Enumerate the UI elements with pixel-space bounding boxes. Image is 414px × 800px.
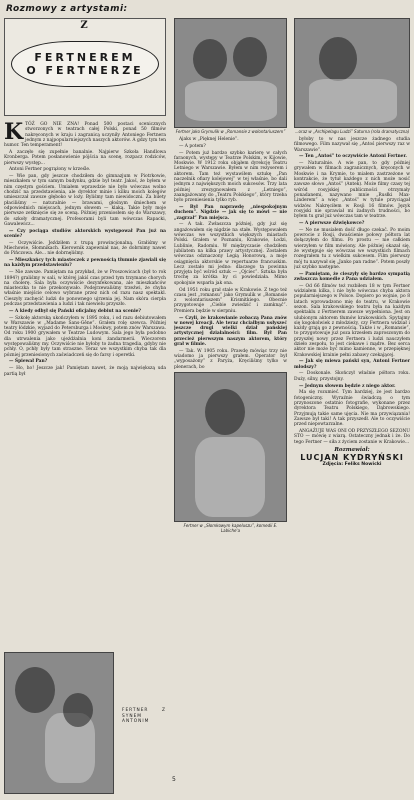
title-line-1: FERTNEREM [34, 51, 136, 64]
lead-text: TÓŻ GO NIE ZNA! Ponad 500 postaci scenicznych stworzonych w teatrach całej Polski, ponad 50 filmów nakręconych w kraju i zagranicą uczyniły Antoniego Fertnera jednym z najpopularniejszych naszych aktorów. A gdzy tym ten humor. Ten temperament! [4, 122, 166, 149]
interview-question: — Ten „Antoś” to oczywiście Antoni Fertner. [299, 154, 407, 160]
photo-grymulik [174, 18, 287, 128]
interview-question: — Pamiętam, że cieszyły się bardzo sympatią zwłaszcza komedie z Pana udziałem. [294, 271, 410, 282]
page-number: 5 [172, 776, 176, 783]
interview-question: — Śpiewał Pan? [9, 359, 48, 365]
column-middle [174, 18, 287, 796]
photo-archipelag [294, 18, 410, 128]
lead-paragraph [4, 119, 166, 149]
interview-question: — A kiedy odbył się Pański oficjalny debiut na scenie? [9, 308, 141, 314]
photo-figure [195, 437, 265, 517]
paragraph: byłoby to w nas jeszcze żadnego studia filmowego. Film nazywał się „Antoś pierwszy raz w Warszawie”. [294, 137, 410, 153]
closing-paragraph: ANGAŻUJE WAS ONI OD PRZYSZŁEGO SEZONU STO — mówię z wiarą. Ostateczny jednak i że. Do tego Fertner — siła z życiem zostanie w Krakowie... [294, 428, 410, 445]
photo-figure [193, 39, 227, 79]
photo-figure [15, 667, 55, 713]
byline-author: LUCJAN KYDRYŃSKI [300, 453, 404, 463]
photo-caption-kapelusz: Fertner w „Słomkowym kapeluszu”, komedii E. Labiche'a [183, 522, 278, 533]
title-prefix: Z [80, 20, 90, 31]
paragraph: — Wie pan, gdy jeszcze chodziłem do gimnazjum w Piotrkowie, mieszkałem w tym samym budynku, gdzie był teatr. Jakoś, że byłem w nim częstym gościem. Umiałem wprawdzie nie było wówczas wolno chodzić na przedstawienia, ale dyrektor minie i kilku moich kolegów umieszczał zawsze głęboko w loży. Byliśmy tam niewidoczni. Za bilety płaciliśmy — naturalnie — brawami, głośnym śmiechem w odpowiednich miejscach, jednym słowem — klaką. Takie były moje pierwsze zetknięcie się ze sceną. Później przeniosłem się do Warszawy, do szkoły dramatycznej. Profesorami byli tam wówczas Rapacki, Gawalewicz... [4, 174, 166, 227]
byline-role: Rozmawiał: [334, 446, 370, 453]
photo-figure [233, 37, 267, 77]
title-line-2: O FERTNERZE [26, 64, 144, 77]
paragraph: — Od 66 filmów też rozbiłem 18 w tym Fertner widziałem kilka, i nie było wówczas chyba aktora popularniejszego w Polsce. Dopiero po wojnie, po 8 latach wprowadzono mię do teatru, w Krakowie sezon. Sala krakowskiego teatru była na każdym spektaklu z Fertnerem zawsze wypełniona. Jest on ulubionym aktorem tłumów krakowskich. Spytajmy się kogokolwiek z młodzieży, czy Fertnera widział i każdy grają go z pewnością. Także i w „Romansie”, to przygotowuje już poza krzesłem zaproszonym do przyszłej nowy przez Fertnera i ludzi nauczyłem dzieło zespołu, to jest ciekawe i mądre. Bez serca aktor nie może być mimo kamienne, w przepięknej Krakowskiej krainie pełni zabawy czekającej. [294, 283, 410, 358]
paragraph: A zaczęło się zupełnie banalnie. Najpierw Szkoła Handlowa Kronberga. Potem posłanowienie pójścia na scenę, rozpacz rodziców, pierwszy występ... [4, 149, 166, 166]
byline [294, 448, 410, 468]
photo-figure [63, 693, 93, 727]
interview-answer: — Ho, ho! Jeszcze jak! Pamiętam nawet, że moją największą uda partią był [4, 366, 166, 377]
paragraph: Od 1951 roku grał stale w Krakowie. Z tego też czasu jest „romansu” jako Grymulik w „Romansie z wolontariuszem” Krismitkiego. Obecnie przygotowuje „Ciebie zwiedzić i zamknąć”. Premiera będzie w sierpniu. [174, 287, 287, 314]
paragraph: — Tak. W 1905 roku. Prawdę mówiąc trzy nie wiadomo ja pierwszy grałem. Operator był „wyposażony” z Paryża, Kręciliśmy tylko w plenerach, bo [174, 348, 287, 370]
interview-question: — Był Pan naprawdę „niespokojnym duchem”. Nigdzie — jak się to mówi — nie „zagrzał” Pan miejsca. [174, 205, 287, 221]
interview-question: — Jak się miewa pański syn, Antoni Fertner młodszy? [294, 359, 410, 370]
paragraph: — Ne ne musiałem dość długo czekać. Po moim powrocie z Rosji, dwaścienie połowy półtora lat dołączyłem do filmu. Po prostu — nie całkiem wierzyłem w film mówiony. Ale później okazał się, że występuje się wówczas we wszystkich filmach rozegrałem tu z wielkim sukcesem. Film pierwszy mój tu nazywał się „Janko pan radne”. Potem poszły już szybko następne. [294, 227, 410, 270]
photo-caption-son: FERTNER Z SYNEM ANTONIM [122, 708, 166, 724]
drop-cap: K [4, 119, 24, 145]
photo-fertner-with-son [4, 652, 114, 794]
photo-figure [205, 389, 245, 435]
paragraph: — Naturalnie. A wie pan, to gdy później grywałem w filmach zagranicznych, kręconych w Moskwie i na Krymie, to miałem zastrzeżone w kontrakcie, że tytuł każdego z nich może nosić zawsze słowo „Antoś” (Antek). Może filmy czasy tej wśród rosyjskiej publiczności otrzymały ponadanemi, nazywano mnie „Rusłki Max-Linderem” a więc „Antoś” w tytule przyciągał widzów. Nakręciłem w Rosji 16 filmów. Język rosyjski nie sprawiał mi żadnych trudności, bo byłem tu grał już wówczas tam w teatrze. [294, 161, 410, 220]
paragraph: — A potem? [179, 143, 206, 149]
photo-caption-grymulik: Fertner jako Grymulik w „Romansie z wolontariuszem” [175, 129, 286, 134]
interview-question: — A pierwsze dźwiękowce? [299, 220, 365, 226]
interview-question: — Czyli, że krakowianie zobaczą Pana znów w nowej kreacji. Ale teraz chciałbym usłyszeć jeszcze drugi wielki dział pańskiej artystycznej działalności: film. Był Pan przecież pierwszym naszym aktorem, który grał w filmie. [174, 315, 287, 347]
photo-credit: Zdjęcia: Feliks Nowicki [322, 462, 382, 468]
photo-figure [319, 37, 357, 81]
section-header: Rozmowy z artystami: [6, 4, 128, 14]
paragraph: — A tak. Zwłaszcza później, gdy już się angażowałem się nigdzie na stałe. Występowałem wówczas we wszystkich większych miastach Polski. Grałem w Poznaniu, Krakowie, Łodzi, Lublinie, Radomiu. W międzyczasie chodziłem jubilatem na kilka prawy artystycznej. Zostałem wówczas odznaczony Legią Honorową, a moje osiągnięcia aktorskie w repertuarze francuskim. Lecz zostało mi jedno: dlaczego ta powinna przyjęta być wśród sztuk — „Ojciec”. Sztuka była trochę za krótka by ci powiedziała. Mimo spokojnie wsparła jak ona. [174, 222, 287, 286]
interview-question: — Czy pociąga studiów aktorskich występował Pan już na scenie? [4, 228, 166, 239]
column-right [294, 18, 410, 796]
column-left [4, 18, 166, 796]
article-columns [4, 18, 410, 796]
interview-answer: — Doskonale. Skończył właśnie półtora roku. Duży, silny, przystojny. [294, 371, 410, 382]
interview-question: — Mieszkańcy tych miasteczek z pewnością tłumnie zjawiali się na każdym przedstawieniu? [4, 258, 166, 269]
interview-answer: — Szkołę aktorską ukończyłem w 1895 roku, i od razu debiutowałem w Warszawie w „Madame Sans-Gêne”. Grałem rolę szewca. Później teatry łódzkie, wyjazd do Petersburga i Moskwy, potem znów Warszawa. Od roku 1900 grywałem w Teatrze Ludowym. Sala jego była podobno dla utrwalenia jako ujeżdżalnia koni żandarmerii. Wieczorem występowaliśmy my. Oczywiście nie byłoby to żadna tragedia, gdyby nie pchły. O, pchły były tam straszne. Teraz we wszystkim chyba tak dla pózniej przeniesionych zaświadczeń się do farsy i operetki. [4, 315, 166, 358]
interview-answer: — Oczywiście. Jeździłem z trupą prowincjonalną. Grałiśmy w Miechowie, Słomnikach. Kierownik zapewniał nas, że dobrnimy nawet do Pińczowa. Ale... nie dobrnęliśmy. [4, 240, 166, 257]
paragraph: Ajaks w „Pięknej Helenie”. [179, 137, 239, 142]
interview-answer: Ma się rozumieć. Tym bardziej, że jest bardzo fotogeniczny. Wyraźnie świadczą o tym przynoszone ostatnio fotografie, wykonane przez dyrektora Teatru Polskiego, Dąbrowskiego. Przyjmują takie same ujęcia. Nie ma przywiązania! Zawsze był taki! A tak przyszedł. Ale to oczywiście przed niepowtarzalne. [294, 390, 410, 428]
interview-answer: — Nie zawsze. Pamiętam na przykład, że w Proszowicach (był to rok 1894?) graliśmy w sali, w której jakiś czas przed tym trzymano chorych na cholerę. Sala była oczywiście dezynfekowana, ale mieszkańców miasteczka to nie przekonywało. Podejrzewaliśmy trzeźwi, że chyba właśnie miejście celowo wybrane przez nich od razu nasz spektakl. Cieszyły zachęcić ludzi do ponownego ujrzenia jej. Nam skóra cierpła podczas przedstawienia a ludzi i tak niewielu przyszło. [4, 270, 166, 307]
photo-slomkowy-kapelusz [174, 372, 287, 522]
article-title-block [4, 18, 166, 116]
photo-figure [185, 81, 277, 121]
article-title [11, 41, 159, 87]
paragraph: Antoni Fertner pogrążony w krześle. [9, 167, 91, 173]
paragraph: — Potem już bardzo szybko karierę w całych faraonych, występy w Teatrze Polskim, w Kijowie, Moskwie. W 1912 roku objąłem dyrekcję Teatru Letniego w Warszawie. Byłem w nim reżyserem i aktorem. Tam też wystawiłem sztukę „Pan naczelnik ofiary kolejowej” w tej właśnie, bo dali jednym z największych moich sukcesów. Trzy lata później zrezygnowałem z „Letniego”, zaangażowany do „Teatru Polskiego”, który trzeba było przeniesienia tylko ryb. [174, 150, 287, 204]
photo-figure [309, 79, 397, 123]
interview-question: — Jednym słowem będzie z niego aktor. [299, 383, 396, 389]
photo-caption-archipelag: ...oraz w „Archipelagu Ludzi” Saturna (rola dramatyczna) [294, 129, 410, 134]
